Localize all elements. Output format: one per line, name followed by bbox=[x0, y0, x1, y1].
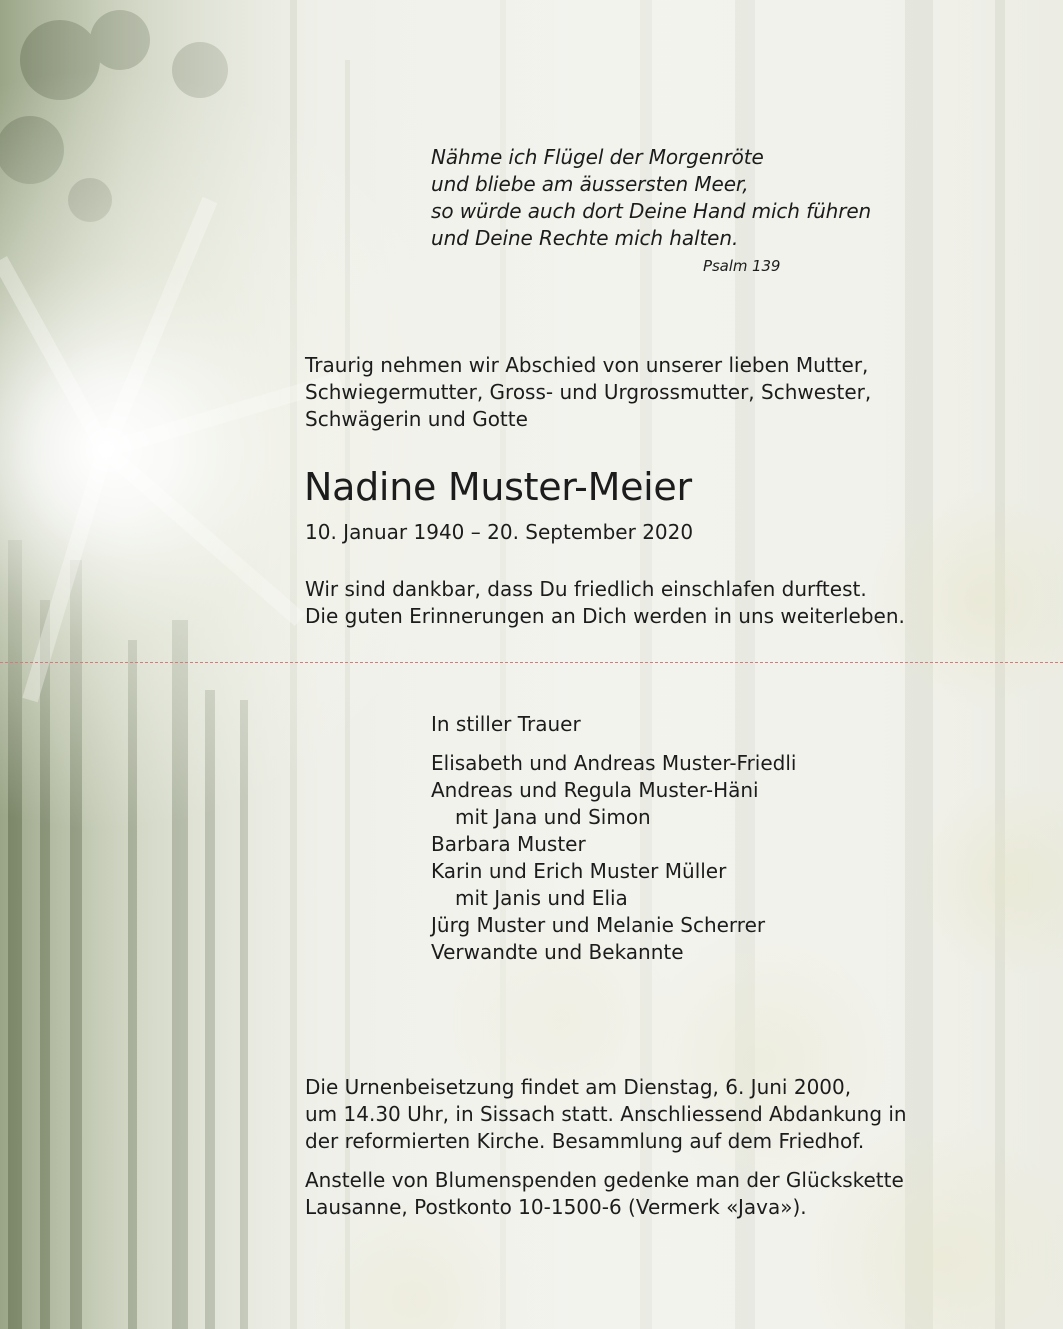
quote-line: und bliebe am äussersten Meer, bbox=[431, 172, 749, 196]
mourner-entry: Karin und Erich Muster Müller bbox=[431, 859, 727, 883]
mourner-entry: Elisabeth und Andreas Muster-Friedli bbox=[431, 751, 797, 775]
quote-line: und Deine Rechte mich halten. bbox=[431, 226, 739, 250]
funeral-details bbox=[305, 1074, 1005, 1155]
quote-line: Nähme ich Flügel der Morgenröte bbox=[431, 145, 764, 169]
deceased-name: Nadine Muster-Meier bbox=[304, 465, 692, 509]
quote-line: so würde auch dort Deine Hand mich führen bbox=[431, 199, 872, 223]
mourner-entry-children: mit Janis und Elia bbox=[455, 886, 628, 910]
funeral-line: um 14.30 Uhr, in Sissach statt. Anschliessend Abdankung in bbox=[305, 1102, 907, 1126]
donation-line: Anstelle von Blumenspenden gedenke man der Glückskette bbox=[305, 1168, 904, 1192]
intro-line: Schwägerin und Gotte bbox=[305, 407, 528, 431]
gratitude-line: Die guten Erinnerungen an Dich werden in uns weiterleben. bbox=[305, 604, 905, 628]
quote-source: Psalm 139 bbox=[703, 257, 781, 275]
donation-line: Lausanne, Postkonto 10-1500-6 (Vermerk «Java»). bbox=[305, 1195, 807, 1219]
mourner-entry: Verwandte und Bekannte bbox=[431, 940, 684, 964]
mourner-entry-children: mit Jana und Simon bbox=[455, 805, 651, 829]
mourning-heading: In stiller Trauer bbox=[431, 712, 581, 736]
gratitude-text bbox=[305, 576, 1005, 630]
mourner-entry: Barbara Muster bbox=[431, 832, 586, 856]
psalm-quote bbox=[431, 144, 951, 275]
mourner-entry: Andreas und Regula Muster-Häni bbox=[431, 778, 759, 802]
fold-divider bbox=[0, 662, 1063, 663]
funeral-line: der reformierten Kirche. Besammlung auf dem Friedhof. bbox=[305, 1129, 865, 1153]
farewell-intro bbox=[305, 352, 945, 433]
gratitude-line: Wir sind dankbar, dass Du friedlich einschlafen durftest. bbox=[305, 577, 867, 601]
life-dates: 10. Januar 1940 – 20. September 2020 bbox=[305, 520, 694, 544]
intro-line: Traurig nehmen wir Abschied von unserer lieben Mutter, bbox=[305, 353, 869, 377]
mourner-entry: Jürg Muster und Melanie Scherrer bbox=[431, 913, 766, 937]
funeral-line: Die Urnenbeisetzung findet am Dienstag, 6. Juni 2000, bbox=[305, 1075, 852, 1099]
intro-line: Schwiegermutter, Gross- und Urgrossmutter, Schwester, bbox=[305, 380, 872, 404]
donation-note bbox=[305, 1167, 1005, 1221]
mourners-list bbox=[431, 750, 1031, 966]
